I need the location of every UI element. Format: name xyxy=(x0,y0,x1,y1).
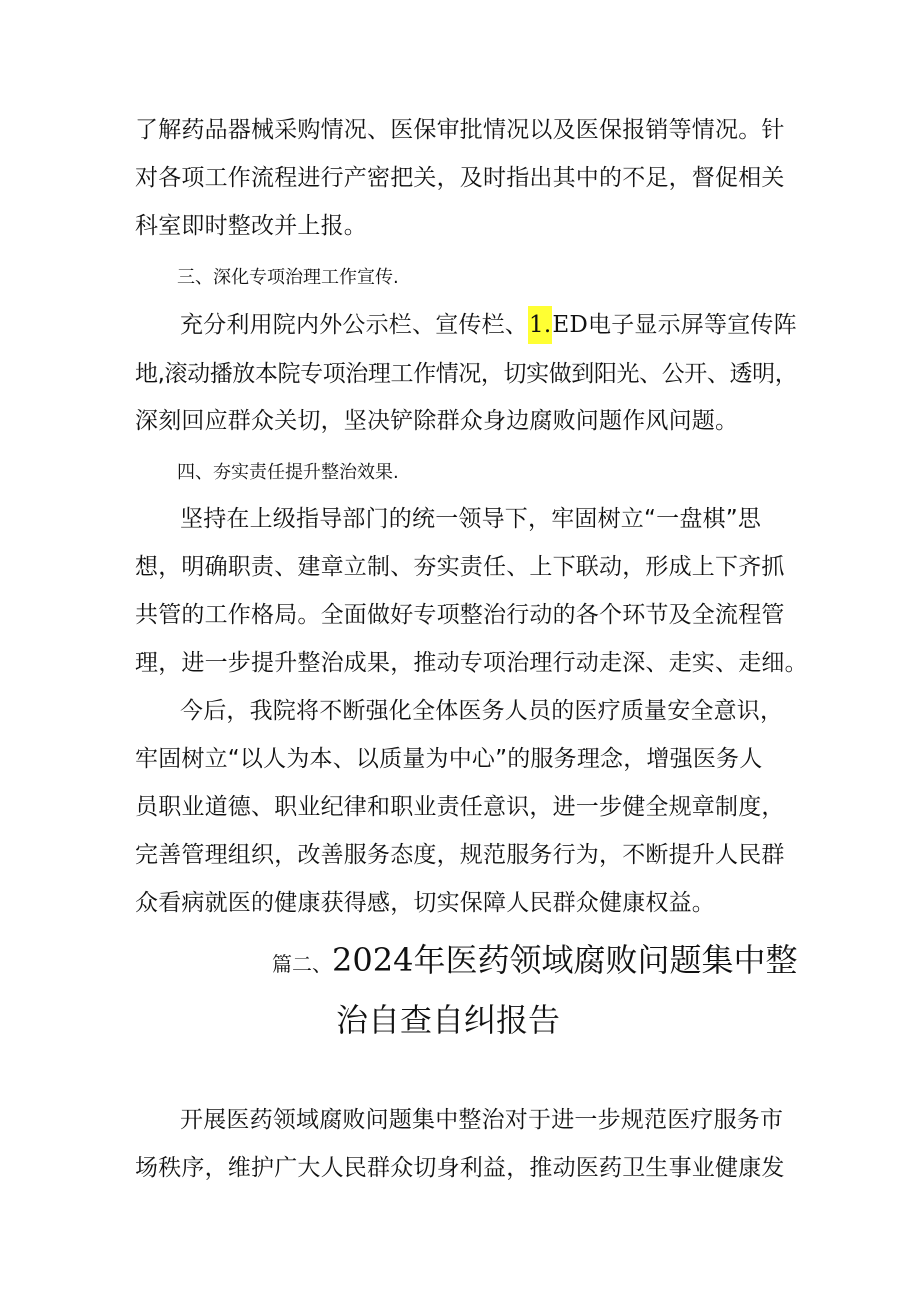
paragraph-2-line-1-text-b: 电子显示屏等宣传阵 xyxy=(588,312,797,338)
paragraph-3-line-2: 想，明确职责、建章立制、夯实责任、上下联动，形成上下齐抓 xyxy=(135,554,785,580)
paragraph-2-line-3: 深刻回应群众关切，坚决铲除群众身边腐败问题作风问题。 xyxy=(135,408,739,434)
section-heading-4: 四、夯实责任提升整治效果. xyxy=(177,462,399,483)
paragraph-4-line-1: 今后，我院将不断强化全体医务人员的医疗质量安全意识， xyxy=(180,698,784,724)
paragraph-1-line-2: 对各项工作流程进行产密把关，及时指出其中的不足，督促相关 xyxy=(135,165,785,191)
section-title-line-1-rest: 年医药领域腐败问题集中整 xyxy=(413,941,798,979)
paragraph-3-line-1: 坚持在上级指导部门的统一领导下，牢固树立“一盘棋”思 xyxy=(180,506,762,532)
paragraph-1-line-1: 了解药品器械采购情况、医保审批情况以及医保报销等情况。针 xyxy=(135,117,785,143)
section-title-line-1 xyxy=(272,938,797,986)
paragraph-2-line-1 xyxy=(180,309,797,341)
paragraph-4-line-4: 完善管理组织，改善服务态度，规范服务行为，不断提升人民群 xyxy=(135,842,785,868)
paragraph-5-line-2: 场秩序，维护广大人民群众切身利益，推动医药卫生事业健康发 xyxy=(135,1155,785,1181)
section-title-line-2: 治自查自纠报告 xyxy=(336,1001,561,1039)
paragraph-4-line-5: 众看病就医的健康获得感，切实保障人民群众健康权益。 xyxy=(135,890,715,916)
paragraph-5-line-1: 开展医药领域腐败问题集中整治对于进一步规范医疗服务市 xyxy=(180,1107,784,1133)
paragraph-4-line-2: 牢固树立“以人为本、以质量为中心”的服务理念，增强医务人 xyxy=(135,746,763,772)
paragraph-4-line-3: 员职业道德、职业纪律和职业责任意识，进一步健全规章制度， xyxy=(135,794,785,820)
paragraph-2-line-1-serif: ED xyxy=(552,312,588,338)
paragraph-2-line-2: 地,滚动播放本院专项治理工作情况，切实做到阳光、公开、透明， xyxy=(135,361,798,387)
paragraph-2-line-1-text-a: 充分利用院内外公示栏、宣传栏、 xyxy=(180,312,528,338)
section-title-prefix: 篇二、 xyxy=(272,952,332,976)
paragraph-1-line-3: 科室即时整改并上报。 xyxy=(135,213,367,239)
highlighted-text: 1. xyxy=(528,306,552,344)
paragraph-3-line-3: 共管的工作格局。全面做好专项整治行动的各个环节及全流程管 xyxy=(135,602,785,628)
section-heading-3: 三、深化专项治理工作宣传. xyxy=(177,267,399,288)
paragraph-3-line-4: 理，进一步提升整治成果，推动专项治理行动走深、走实、走细。 xyxy=(135,650,808,676)
section-title-year: 2024 xyxy=(332,941,414,979)
